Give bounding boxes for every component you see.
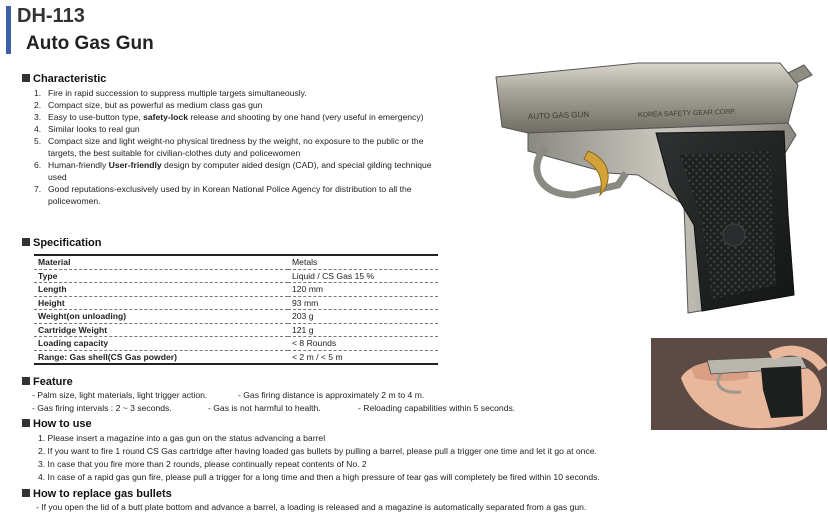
feature-text: - Gas is not harmful to health. [208,403,321,413]
list-item: 2. Compact size, but as powerful as medium class gas gun [34,100,263,110]
list-item: 3. In case that you fire more than 2 rounds, please continually repeat contents of No. 2 [38,459,367,469]
title-accent-bar [6,6,11,54]
table-row: Cartridge Weight 121 g [34,323,438,337]
table-row: Height 93 mm [34,296,438,310]
list-item: 7. Good reputations-exclusively used by in Korean National Police Agency for distribution to all the policewomen. [34,184,412,206]
table-row: Weight(on unloading) 203 g [34,310,438,324]
section-bullet-icon [22,377,30,385]
characteristic-list [34,87,474,207]
slide-engraving: AUTO GAS GUN [527,109,590,121]
table-row: Loading capacity < 8 Rounds [34,337,438,351]
gun-illustration [488,55,818,325]
feature-text: - Palm size, light materials, light trigger action. [32,390,208,400]
replace-text: - If you open the lid of a butt plate bottom and advance a barrel, a loading is released and a magazine is automatically separated from a gas gun. [36,502,587,512]
gun-in-hand-photo [651,338,827,430]
gun-image [488,55,818,325]
specification-heading: Specification [22,237,101,249]
table-row: Range: Gas shell(CS Gas powder) < 2 m / < 5 m [34,350,438,364]
list-item: 5. Compact size and light weight-no physical tiredness by the weight, no exposure to the public or the targets, the best suitable for civilian-clothes duty and policewomen [34,136,424,158]
list-item: 2. If you want to fire 1 round CS Gas cartridge after having loaded gas bullets by pulling a barrel, please pull a trigger one time and let it go at once. [38,446,597,456]
feature-text: - Gas firing intervals : 2 ~ 3 seconds. [32,403,172,413]
replace-heading: How to replace gas bullets [22,488,172,500]
model-number: DH-113 [17,5,85,27]
list-item: 1. Fire in rapid succession to suppress multiple targets simultaneously. [34,88,307,98]
feature-text: - Gas firing distance is approximately 2 m to 4 m. [238,390,425,400]
section-bullet-icon [22,238,30,246]
list-item: 6. Human-friendly User-friendly design by computer aided design (CAD), and special gilding technique used [34,160,432,182]
list-item: 3. Easy to use-button type, safety-lock release and shooting by one hand (very useful in emergency) [34,112,424,122]
characteristic-heading: Characteristic [22,73,106,85]
how-to-use-heading: How to use [22,418,92,430]
table-row: Length 120 mm [34,283,438,297]
list-item: 1. Please insert a magazine into a gas gun on the status advancing a barrel [38,433,326,443]
specification-table [34,254,438,365]
list-item: 4. Similar looks to real gun [34,124,140,134]
section-bullet-icon [22,74,30,82]
product-title: Auto Gas Gun [26,33,154,54]
feature-heading: Feature [22,376,73,388]
section-bullet-icon [22,489,30,497]
hand-illustration [651,338,827,430]
frame-engraving: KOREA SAFETY GEAR CORP. [637,108,737,119]
list-item: 4. In case of a rapid gas gun fire, please pull a trigger for a long time and then a high pressure of tear gas will completely be fired within 10 seconds. [38,472,600,482]
section-bullet-icon [22,419,30,427]
table-row: Type Liquid / CS Gas 15 % [34,269,438,283]
table-row: Material Metals [34,255,438,269]
feature-text: - Reloading capabilities within 5 seconds. [358,403,516,413]
